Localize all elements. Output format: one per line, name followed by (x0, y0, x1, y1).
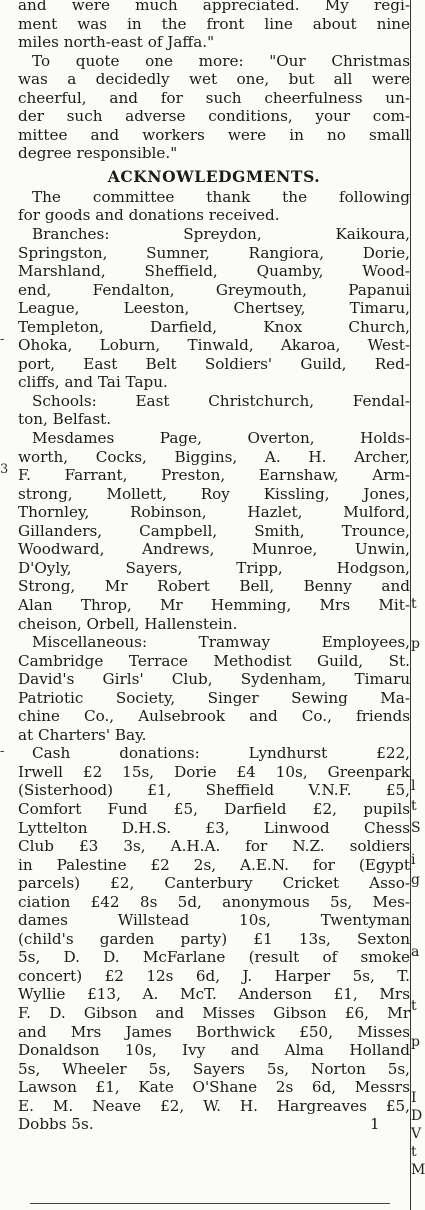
text-line: 5s, D. D. McFarlane (result of smoke (18, 948, 410, 967)
margin-fragment: M (411, 1162, 425, 1178)
text-line: Branches: Spreydon, Kaikoura, (32, 225, 410, 244)
text-line: To quote one more: "Our Christmas (32, 51, 410, 70)
text-line: port, East Belt Soldiers' Guild, Red- (18, 354, 410, 373)
left-margin (0, 0, 8, 1210)
text-line: dames Willstead 10s, Twentyman (18, 911, 410, 930)
section-heading: ACKNOWLEDGMENTS. (107, 166, 321, 186)
margin-fragment: p (411, 1034, 420, 1050)
text-line: degree responsible." (18, 144, 178, 163)
text-line: Thornley, Robinson, Hazlet, Mulford, (18, 503, 410, 522)
margin-fragment: p (411, 636, 420, 652)
text-line: chine Co., Aulsebrook and Co., friends (18, 707, 410, 726)
text-line: in Palestine £2 2s, A.E.N. for (Egypt (18, 855, 410, 874)
trailing-mark: 1 (370, 1115, 380, 1134)
text-line: Lyttelton D.H.S. £3, Linwood Chess (18, 818, 410, 837)
text-line: Gillanders, Campbell, Smith, Trounce, (18, 521, 410, 540)
schools-list (18, 392, 410, 429)
text-line: Templeton, Darfield, Knox Church, (18, 317, 410, 336)
text-line: worth, Cocks, Biggins, A. H. Archer, (18, 447, 410, 466)
margin-fragment: V (411, 1126, 422, 1142)
text-line: Patriotic Society, Singer Sewing Ma- (18, 688, 410, 707)
text-line: and were much appreciated. My regi- (18, 0, 410, 14)
letter-intro (18, 0, 410, 52)
text-line: Woodward, Andrews, Munroe, Unwin, (18, 540, 410, 559)
margin-fragment: t (411, 798, 417, 814)
text-line: ment was in the front line about nine (18, 14, 410, 33)
text-line: Mesdames Page, Overton, Holds- (32, 429, 410, 448)
margin-fragment: - (0, 744, 5, 759)
right-margin (411, 0, 425, 1210)
text-line: der such adverse conditions, your com- (18, 107, 410, 126)
text-line: League, Leeston, Chertsey, Timaru, (18, 299, 410, 318)
text-line: Club £3 3s, A.H.A. for N.Z. soldiers (18, 837, 410, 856)
text-line: Cambridge Terrace Methodist Guild, St. (18, 651, 410, 670)
margin-fragment: - (0, 332, 5, 347)
letter-quote (18, 52, 410, 163)
branches-list (18, 225, 410, 392)
margin-fragment: S (411, 820, 421, 836)
text-line: The committee thank the following (32, 187, 410, 206)
margin-fragment: g (411, 872, 420, 888)
margin-fragment: D (411, 1108, 423, 1124)
margin-fragment: 3 (0, 462, 9, 477)
text-line: cliffs, and Tai Tapu. (18, 373, 168, 392)
text-line: F. Farrant, Preston, Earnshaw, Arm- (18, 466, 410, 485)
text-line: cheerful, and for such cheerfulness un- (18, 88, 410, 107)
article-column (18, 0, 410, 1134)
text-line: Marshland, Sheffield, Quamby, Wood- (18, 262, 410, 281)
text-line: and Mrs James Borthwick £50, Misses (18, 1022, 410, 1041)
text-line: (child's garden party) £1 13s, Sexton (18, 929, 410, 948)
text-line: strong, Mollett, Roy Kissling, Jones, (18, 484, 410, 503)
margin-fragment: i (411, 852, 416, 868)
text-line: 5s, Wheeler 5s, Sayers 5s, Norton 5s, (18, 1059, 410, 1078)
text-line: end, Fendalton, Greymouth, Papanui (18, 280, 410, 299)
text-line: Schools: East Christchurch, Fendal- (32, 391, 410, 410)
text-line: mittee and workers were in no small (18, 125, 410, 144)
text-line: for goods and donations received. (18, 206, 280, 225)
text-line: Ohoka, Loburn, Tinwald, Akaroa, West- (18, 336, 410, 355)
text-line: Irwell £2 15s, Dorie £4 10s, Greenpark (18, 762, 410, 781)
text-line: at Charters' Bay. (18, 725, 147, 744)
thanks-paragraph (18, 188, 410, 225)
margin-fragment: t (411, 1144, 417, 1160)
margin-fragment: l (411, 778, 416, 794)
text-line: E. M. Neave £2, W. H. Hargreaves £5, (18, 1096, 410, 1115)
text-line: miles north-east of Jaffa." (18, 33, 215, 52)
text-line: Wyllie £13, A. McT. Anderson £1, Mrs (18, 985, 410, 1004)
text-line: ciation £42 8s 5d, anonymous 5s, Mes- (18, 892, 410, 911)
cash-donations-list (18, 744, 410, 1133)
text-line: David's Girls' Club, Sydenham, Timaru (18, 670, 410, 689)
text-line: Comfort Fund £5, Darfield £2, pupils (18, 799, 410, 818)
text-line: D'Oyly, Sayers, Tripp, Hodgson, (18, 558, 410, 577)
text-line: F. D. Gibson and Misses Gibson £6, Mr (18, 1003, 410, 1022)
text-line: concert) £2 12s 6d, J. Harper 5s, T. (18, 966, 410, 985)
text-line: ton, Belfast. (18, 410, 112, 429)
text-line (18, 1115, 410, 1134)
margin-fragment: a (411, 944, 420, 960)
text-line: (Sisterhood) £1, Sheffield V.N.F. £5, (18, 781, 410, 800)
margin-fragment: I (411, 1090, 417, 1106)
text-line: Lawson £1, Kate O'Shane 2s 6d, Messrs (18, 1078, 410, 1097)
text-line: Springston, Sumner, Rangiora, Dorie, (18, 243, 410, 262)
mesdames-list (18, 429, 410, 633)
text-line: Miscellaneous: Tramway Employees, (32, 633, 410, 652)
text-line: cheison, Orbell, Hallenstein. (18, 614, 238, 633)
margin-fragment: t (411, 596, 417, 612)
text-line: parcels) £2, Canterbury Cricket Asso- (18, 874, 410, 893)
margin-fragment: t (411, 998, 417, 1014)
text-line: Alan Throp, Mr Hemming, Mrs Mit- (18, 595, 410, 614)
text-line: was a decidedly wet one, but all were (18, 70, 410, 89)
text-line: Donaldson 10s, Ivy and Alma Holland (18, 1041, 410, 1060)
miscellaneous-list (18, 633, 410, 744)
text-line-content: Dobbs 5s. (18, 1115, 94, 1134)
text-line: Cash donations: Lyndhurst £22, (32, 744, 410, 763)
bottom-rule (30, 1203, 390, 1204)
text-line: Strong, Mr Robert Bell, Benny and (18, 577, 410, 596)
